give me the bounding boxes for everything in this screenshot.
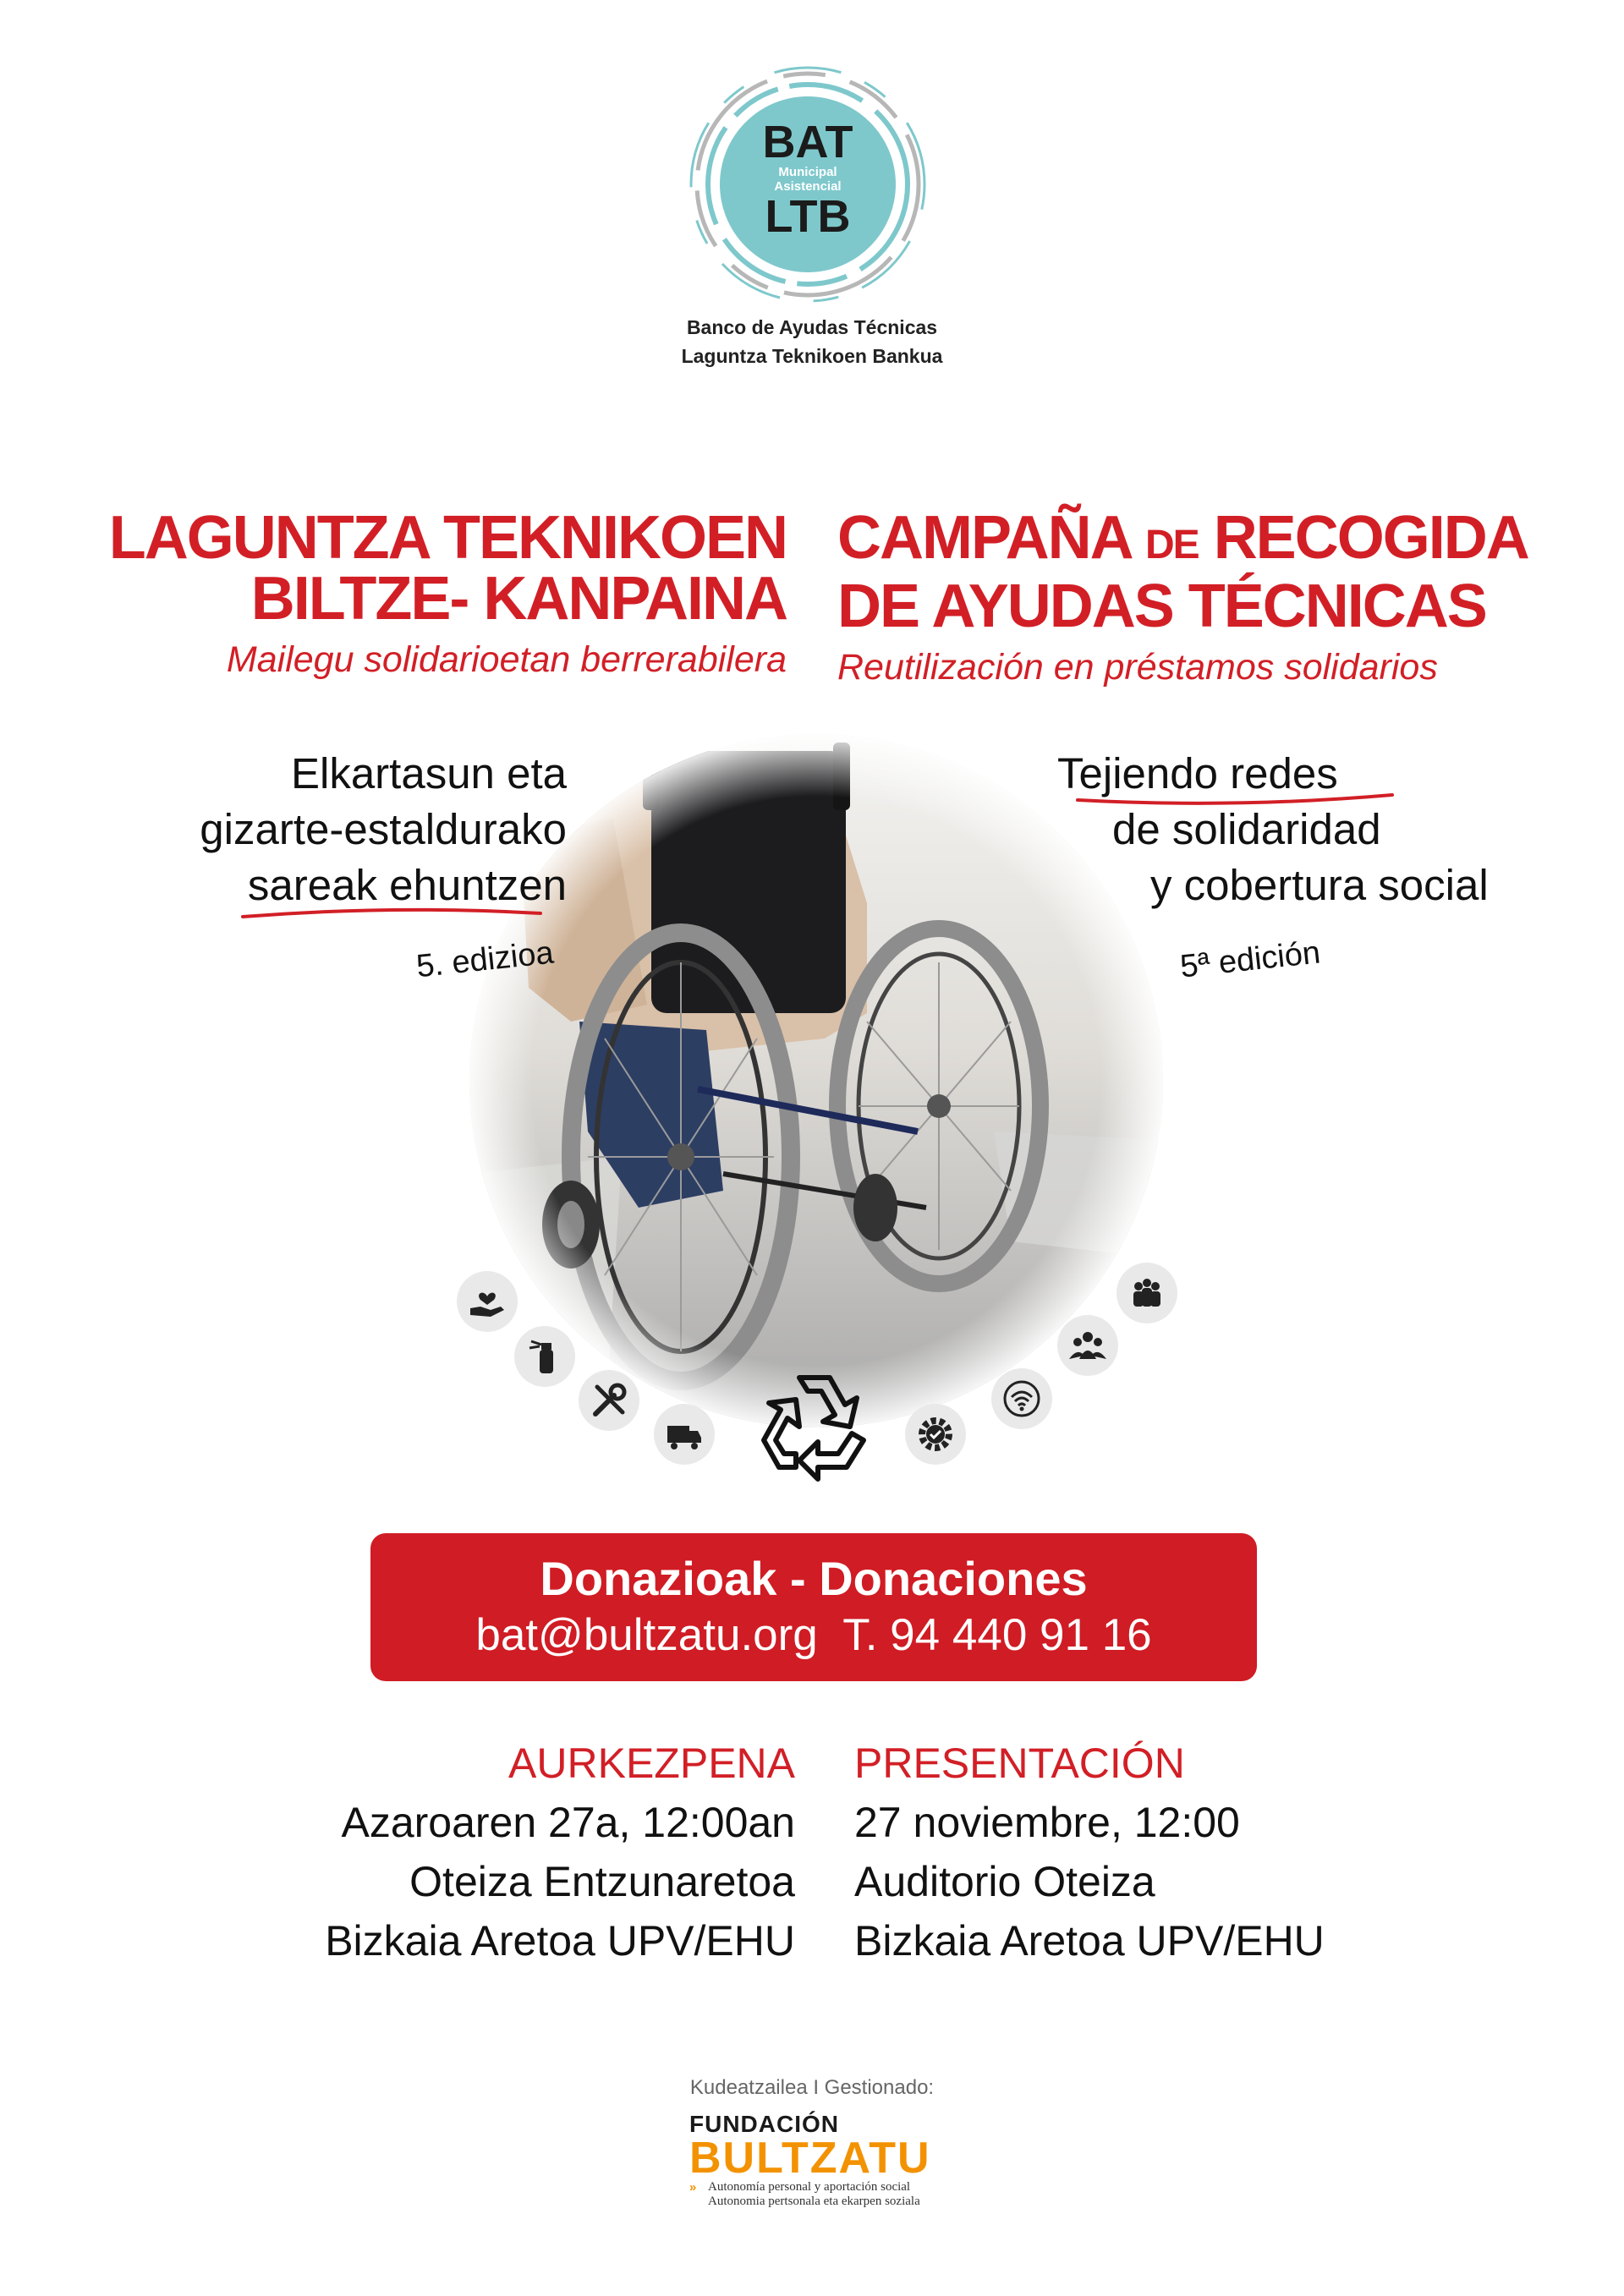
fund-name: FUNDACIÓN	[689, 2111, 839, 2137]
donations-email-link[interactable]: bat@bultzatu.org	[475, 1610, 818, 1660]
logo-middle-1: Municipal	[778, 165, 837, 179]
delivery-truck-icon	[654, 1404, 715, 1465]
headline-es-line1	[837, 504, 1582, 576]
motto-es-line1	[1057, 746, 1338, 802]
motto-eu-line3	[248, 858, 567, 913]
headline-es-word-recogida: RECOGIDA	[1213, 504, 1528, 572]
logo-rings-icon	[689, 66, 926, 303]
fund-tagline-eu: Autonomia pertsonala eta ekarpen soziala	[708, 2195, 920, 2208]
presentation-eu-heading: AURKEZPENA	[508, 1740, 795, 1787]
tools-icon	[579, 1370, 639, 1431]
spray-bottle-icon	[514, 1326, 575, 1387]
motto-eu-line3-text: sareak ehuntzen	[247, 861, 567, 909]
presentation-spanish	[854, 1734, 1480, 1970]
presentation-es-place: Bizkaia Aretoa UPV/EHU	[854, 1917, 1325, 1964]
motto-eu-line1: Elkartasun eta	[290, 749, 567, 797]
fund-brand: BULTZATU	[689, 2134, 931, 2183]
fundacion-bultzatu-logo	[689, 2112, 960, 2209]
community-icon	[1116, 1263, 1177, 1323]
motto-spanish	[1057, 746, 1497, 988]
headline-eu-line1: LAGUNTZA TEKNIKOEN	[108, 504, 787, 572]
headline-spanish	[837, 504, 1582, 693]
motto-basque	[127, 746, 567, 988]
logo-middle-2: Asistencial	[774, 179, 842, 194]
presentation-es-venue: Auditorio Oteiza	[854, 1858, 1155, 1905]
red-underline-icon	[1074, 792, 1396, 808]
logo-tagline-eu: Laguntza Teknikoen Bankua	[681, 345, 943, 367]
headline-basque	[68, 504, 787, 685]
recycle-icon	[747, 1366, 882, 1493]
chevron-right-icon: »	[689, 2180, 697, 2195]
logo-bottom-text: LTB	[765, 191, 851, 242]
presentation-eu-date: Azaroaren 27a, 12:00an	[341, 1799, 795, 1846]
hand-heart-icon	[457, 1271, 518, 1332]
headline-es-word-campana: CAMPAÑA	[837, 504, 1130, 572]
edition-es: 5ª edición	[1178, 934, 1322, 985]
headline-eu-subtitle: Mailegu solidarioetan berrerabilera	[226, 639, 787, 680]
headline-eu-line2: BILTZE- KANPAINA	[250, 565, 787, 633]
fund-tagline-es: Autonomía personal y aportación social	[708, 2180, 911, 2194]
donations-contact	[370, 1609, 1257, 1662]
donations-title: Donazioak - Donaciones	[540, 1552, 1088, 1605]
logo-tagline	[558, 313, 1066, 370]
presentation-basque	[169, 1734, 795, 1970]
presentation-es-date: 27 noviembre, 12:00	[854, 1799, 1240, 1846]
headline-es-subtitle: Reutilización en préstamos solidarios	[837, 647, 1438, 688]
gear-check-icon	[905, 1404, 966, 1465]
logo-top-text: BAT	[762, 117, 853, 167]
bat-ltb-logo	[689, 66, 926, 303]
managed-by-label: Kudeatzailea I Gestionado:	[689, 2076, 935, 2099]
red-underline-icon	[239, 905, 544, 922]
presentation-eu-place: Bizkaia Aretoa UPV/EHU	[325, 1917, 795, 1964]
presentation-eu-venue: Oteiza Entzunaretoa	[409, 1858, 795, 1905]
motto-eu-line2: gizarte-estaldurako	[200, 805, 567, 853]
motto-es-line2: de solidaridad	[1112, 805, 1381, 853]
motto-es-line1-text: Tejiendo redes	[1057, 749, 1338, 797]
presentation-es-heading: PRESENTACIÓN	[854, 1740, 1185, 1787]
donations-phone[interactable]: T. 94 440 91 16	[842, 1610, 1152, 1660]
motto-es-line3: y cobertura social	[1150, 861, 1489, 909]
headline-es-line2: DE AYUDAS TÉCNICAS	[837, 573, 1486, 640]
people-group-icon	[1057, 1315, 1118, 1376]
headline-es-word-de: DE	[1144, 523, 1199, 567]
fund-tagline	[689, 2180, 960, 2209]
edition-eu: 5. edizioa	[414, 934, 556, 985]
logo-tagline-es: Banco de Ayudas Técnicas	[686, 316, 938, 338]
wifi-network-icon	[991, 1368, 1052, 1429]
donations-box	[370, 1533, 1257, 1681]
